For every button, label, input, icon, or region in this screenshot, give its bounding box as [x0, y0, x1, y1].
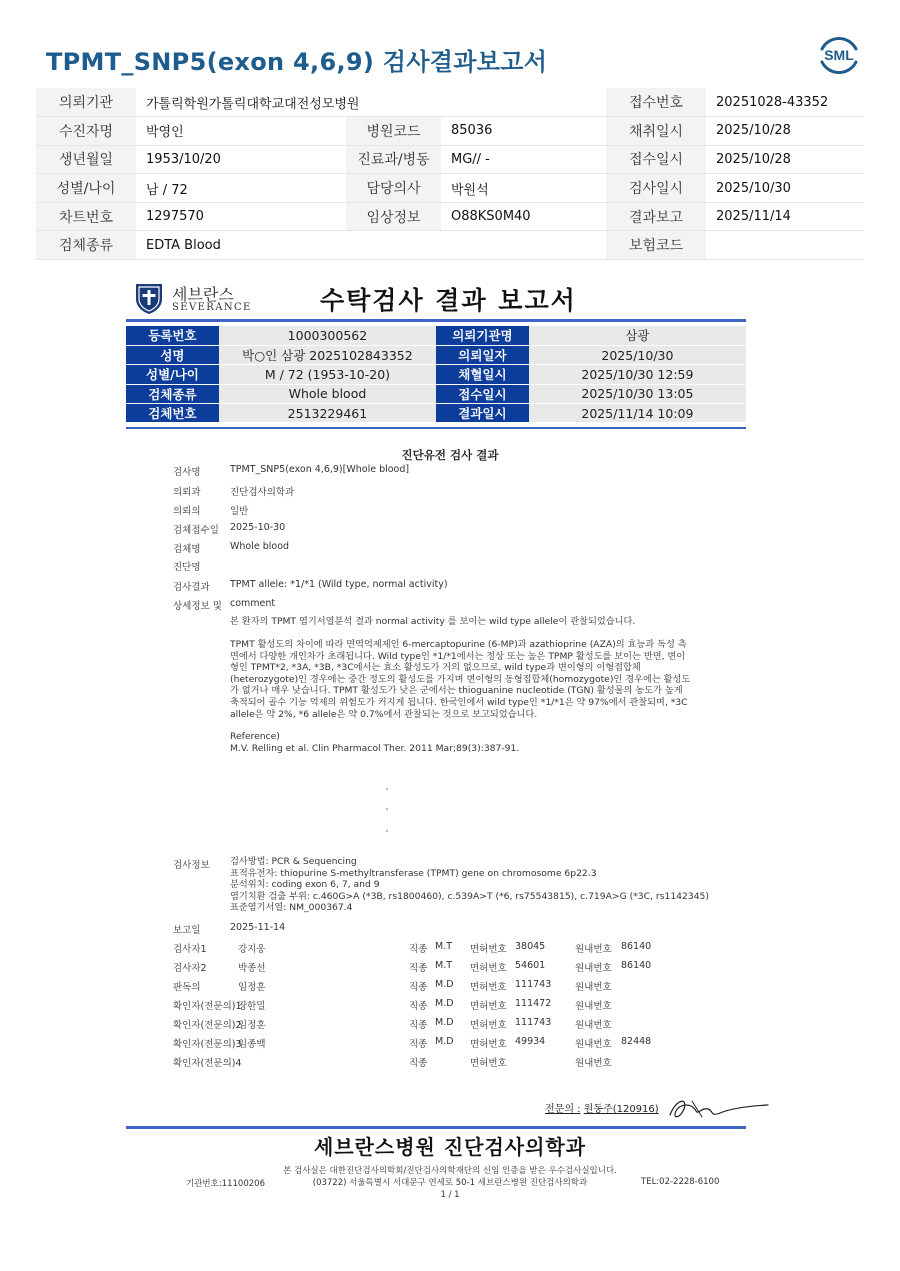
summary-value: 20251028-43352	[706, 88, 864, 117]
field-value: Whole blood	[230, 541, 290, 552]
summary-value: 2025/10/28	[706, 117, 864, 146]
staff-job: M.D	[435, 1017, 454, 1028]
divider	[386, 830, 388, 832]
staff-internal-label: 원내번호	[575, 982, 612, 993]
staff-row	[173, 1055, 733, 1069]
section-title: 진단유전 검사 결과	[401, 448, 499, 462]
method-line: 검사방법: PCR & Sequencing	[230, 856, 357, 867]
staff-role: 확인자(전문의)1	[173, 1001, 242, 1012]
staff-internal: 86140	[621, 941, 652, 952]
signature-icon	[662, 1093, 772, 1123]
divider	[126, 427, 746, 429]
staff-role: 확인자(전문의)3	[173, 1039, 242, 1050]
info-value: 2025/10/30 13:05	[529, 384, 746, 403]
info-value: M / 72 (1953-10-20)	[219, 365, 436, 384]
staff-name: 임정훈	[238, 982, 266, 993]
summary-label: 담당의사	[346, 174, 441, 203]
field-label: 의뢰과	[173, 487, 201, 498]
table-row	[126, 326, 746, 345]
staff-license: 54601	[515, 960, 546, 971]
info-label: 성별/나이	[126, 365, 219, 384]
staff-license: 111743	[515, 1017, 552, 1028]
field-label: 검사명	[173, 467, 201, 478]
expert-label: 전문의 :	[545, 1104, 581, 1115]
summary-label: 의뢰기관	[36, 88, 136, 117]
method-line: 분석위치: coding exon 6, 7, and 9	[230, 879, 380, 891]
staff-job: M.T	[435, 960, 453, 971]
severance-logo-ko: 세브란스	[172, 285, 234, 304]
staff-license-label: 면허번호	[470, 982, 507, 993]
summary-label: 검사일시	[606, 174, 706, 203]
staff-internal-label: 원내번호	[575, 1058, 612, 1069]
severance-info-table	[126, 326, 746, 423]
summary-value: 박원석	[441, 174, 606, 203]
staff-job-label: 직종	[409, 1001, 428, 1012]
info-value: 2025/11/14 10:09	[529, 404, 746, 423]
summary-label: 수진자명	[36, 117, 136, 146]
info-value: 2025/10/30 12:59	[529, 365, 746, 384]
staff-job: M.D	[435, 979, 454, 990]
field-value: comment	[230, 598, 276, 609]
staff-row	[173, 941, 733, 955]
summary-value: 85036	[441, 117, 606, 146]
staff-license: 111743	[515, 979, 552, 990]
staff-job-label: 직종	[409, 982, 428, 993]
staff-job: M.D	[435, 998, 454, 1009]
summary-label: 접수번호	[606, 88, 706, 117]
summary-value: 2025/10/28	[706, 145, 864, 174]
info-label: 의뢰일자	[436, 345, 529, 364]
comment-detail: TPMT 활성도의 차이에 따라 면역억제제인 6-mercaptopurine (6-MP)과 azathioprine (AZA)의 효능과 독성 측면에서 다양한 개인차가 초래됩니다. Wild type인 *1/*1에서는 정상 또는 높은 TPMP 활성도를 보이는 반면, 변이형인 TPMT*2, *3A, *3B, *3C에서는 효소 활성도가 거의 없으므로, wild type과 변이형의 이형접합체(heterozygote)인 경우에는 중간 정도의 활성도를 가지며 변이형의 동형접합체(homozygote)인 경우에는 활성도가 없거나 매우 낮습니다. TPMT 활성도가 낮은 군에서는 thioguanine nucleotide (TGN) 활성물의 농도가 높게 축적되어 골수 기능 억제의 위험도가 커지게 됩니다. 한국인에서 wild type인 *1/*1은 약 97%에서 관찰되며, *3C allele은 약 2%, *6 allele은 약 0.7%에서 관찰되는 것으로 보고되었습니다.	[230, 639, 691, 720]
staff-row	[173, 1017, 733, 1031]
summary-label: 채취일시	[606, 117, 706, 146]
info-label: 검체종류	[126, 384, 219, 403]
method-info	[230, 856, 709, 914]
staff-internal-label: 원내번호	[575, 944, 612, 955]
info-label: 채혈일시	[436, 365, 529, 384]
report-title: TPMT_SNP5(exon 4,6,9) 검사결과보고서	[46, 48, 548, 76]
staff-row	[173, 1036, 733, 1050]
info-label: 접수일시	[436, 384, 529, 403]
staff-license-label: 면허번호	[470, 1058, 507, 1069]
table-row	[126, 345, 746, 364]
staff-row	[173, 998, 733, 1012]
severance-report-title: 수탁검사 결과 보고서	[320, 286, 577, 315]
summary-label: 차트번호	[36, 202, 136, 231]
footer-address: (03722) 서울특별시 서대문구 연세로 50-1 세브란스병원 진단검사의학과	[312, 1178, 588, 1188]
staff-license: 49934	[515, 1036, 546, 1047]
method-line: 표적유전자: thiopurine S-methyltransferase (TPMT) gene on chromosome 6p22.3	[230, 867, 597, 879]
staff-row	[173, 960, 733, 974]
summary-value: 남 / 72	[136, 174, 346, 203]
field-label: 검사정보	[173, 860, 210, 871]
staff-role: 확인자(전문의)2	[173, 1020, 242, 1031]
summary-label: 병원코드	[346, 117, 441, 146]
info-value: 박○인 삼광 2025102843352	[219, 345, 436, 364]
summary-label: 생년월일	[36, 145, 136, 174]
summary-value: 2025/10/30	[706, 174, 864, 203]
field-label: 검사결과	[173, 582, 210, 593]
staff-license-label: 면허번호	[470, 963, 507, 974]
field-value: 2025-10-30	[230, 522, 286, 533]
staff-role: 검사자2	[173, 963, 207, 974]
info-value: Whole blood	[219, 384, 436, 403]
summary-label: 성별/나이	[36, 174, 136, 203]
info-label: 성명	[126, 345, 219, 364]
summary-value: O88KS0M40	[441, 202, 606, 231]
expert-signoff	[545, 1100, 659, 1115]
staff-internal-label: 원내번호	[575, 1020, 612, 1031]
divider	[386, 788, 388, 790]
summary-label: 접수일시	[606, 145, 706, 174]
footer-certification: 본 검사실은 대한진단검사의학회/진단검사의학재단의 신임 인증을 받은 우수검사실입니다.	[283, 1166, 617, 1176]
staff-role: 판독의	[173, 982, 201, 993]
staff-row	[173, 979, 733, 993]
reference-text: M.V. Relling et al. Clin Pharmacol Ther. 2011 Mar;89(3):387-91.	[230, 743, 520, 754]
staff-role: 확인자(전문의)4	[173, 1058, 242, 1069]
staff-internal-label: 원내번호	[575, 963, 612, 974]
comment-summary: 본 환자의 TPMT 염기서열분석 결과 normal activity 를 보이는 wild type allele이 관찰되었습니다.	[230, 616, 636, 627]
expert-name: 원동주(120916)	[583, 1104, 659, 1115]
summary-table	[36, 88, 864, 260]
table-row	[36, 117, 864, 146]
staff-license-label: 면허번호	[470, 1001, 507, 1012]
staff-internal: 86140	[621, 960, 652, 971]
divider	[126, 1126, 746, 1129]
staff-license-label: 면허번호	[470, 944, 507, 955]
summary-label: 검체종류	[36, 231, 136, 260]
info-value: 2513229461	[219, 404, 436, 423]
table-row	[36, 145, 864, 174]
page-number: 1 / 1	[440, 1190, 460, 1200]
staff-job-label: 직종	[409, 963, 428, 974]
staff-name: 장한밀	[238, 1001, 266, 1012]
field-label: 검체접수일	[173, 525, 219, 536]
footer-telephone: TEL:02-2228-6100	[641, 1177, 720, 1187]
staff-name: 임정훈	[238, 1020, 266, 1031]
table-row	[36, 202, 864, 231]
staff-job-label: 직종	[409, 1020, 428, 1031]
summary-label: 결과보고	[606, 202, 706, 231]
field-value: TPMT allele: *1/*1 (Wild type, normal activity)	[230, 579, 448, 590]
sml-logo-icon	[816, 32, 862, 78]
summary-value	[706, 231, 864, 260]
sml-logo-text: SML	[824, 47, 854, 63]
staff-job: M.D	[435, 1036, 454, 1047]
table-row	[36, 231, 864, 260]
staff-license: 111472	[515, 998, 552, 1009]
field-label: 보고일	[173, 925, 201, 936]
sml-logo	[816, 32, 862, 78]
severance-logo-en: SEVERANCE	[172, 302, 252, 313]
table-row	[36, 174, 864, 203]
summary-value: 가톨릭학원가톨릭대학교대전성모병원	[136, 88, 606, 117]
field-value: 진단검사의학과	[230, 487, 295, 498]
reference-label: Reference)	[230, 731, 280, 742]
field-value: 일반	[230, 506, 249, 517]
field-label: 검체명	[173, 544, 201, 555]
staff-internal: 82448	[621, 1036, 652, 1047]
table-row	[126, 384, 746, 403]
field-label: 진단명	[173, 562, 201, 573]
staff-job-label: 직종	[409, 944, 428, 955]
info-label: 등록번호	[126, 326, 219, 345]
field-value: 2025-11-14	[230, 922, 286, 933]
table-row	[126, 365, 746, 384]
field-value: TPMT_SNP5(exon 4,6,9)[Whole blood]	[230, 464, 410, 475]
staff-license-label: 면허번호	[470, 1039, 507, 1050]
info-label: 결과일시	[436, 404, 529, 423]
staff-license-label: 면허번호	[470, 1020, 507, 1031]
field-label: 의뢰의	[173, 506, 201, 517]
summary-value: 1297570	[136, 202, 346, 231]
staff-name: 강지웅	[238, 944, 266, 955]
staff-internal-label: 원내번호	[575, 1001, 612, 1012]
staff-job: M.T	[435, 941, 453, 952]
staff-role: 검사자1	[173, 944, 207, 955]
table-row	[126, 404, 746, 423]
info-value: 2025/10/30	[529, 345, 746, 364]
summary-value: 2025/11/14	[706, 202, 864, 231]
severance-logo	[132, 281, 252, 317]
info-label: 검체번호	[126, 404, 219, 423]
method-line: 표준염기서열: NM_000367.4	[230, 902, 353, 914]
footer-department: 세브란스병원 진단검사의학과	[313, 1135, 587, 1159]
staff-job-label: 직종	[409, 1039, 428, 1050]
summary-label: 임상정보	[346, 202, 441, 231]
staff-internal-label: 원내번호	[575, 1039, 612, 1050]
table-row	[36, 88, 864, 117]
info-label: 의뢰기관명	[436, 326, 529, 345]
summary-value: 박영인	[136, 117, 346, 146]
staff-license: 38045	[515, 941, 546, 952]
field-label: 상세정보 및	[173, 601, 222, 612]
info-value: 1000300562	[219, 326, 436, 345]
summary-label: 진료과/병동	[346, 145, 441, 174]
summary-value: 1953/10/20	[136, 145, 346, 174]
summary-value: MG// -	[441, 145, 606, 174]
method-line: 염기치환 검출 부위: c.460G>A (*3B, rs1800460), c.539A>T (*6, rs75543815), c.719A>G (*3C, rs1142345)	[230, 890, 709, 902]
severance-emblem-icon	[132, 281, 166, 315]
staff-name: 임종백	[238, 1039, 266, 1050]
summary-label: 보험코드	[606, 231, 706, 260]
staff-job-label: 직종	[409, 1058, 428, 1069]
footer-institution-number: 기관번호:11100206	[186, 1179, 265, 1189]
divider	[386, 808, 388, 810]
info-value: 삼광	[529, 326, 746, 345]
summary-value: EDTA Blood	[136, 231, 606, 260]
staff-name: 박종선	[238, 963, 266, 974]
divider	[126, 319, 746, 322]
